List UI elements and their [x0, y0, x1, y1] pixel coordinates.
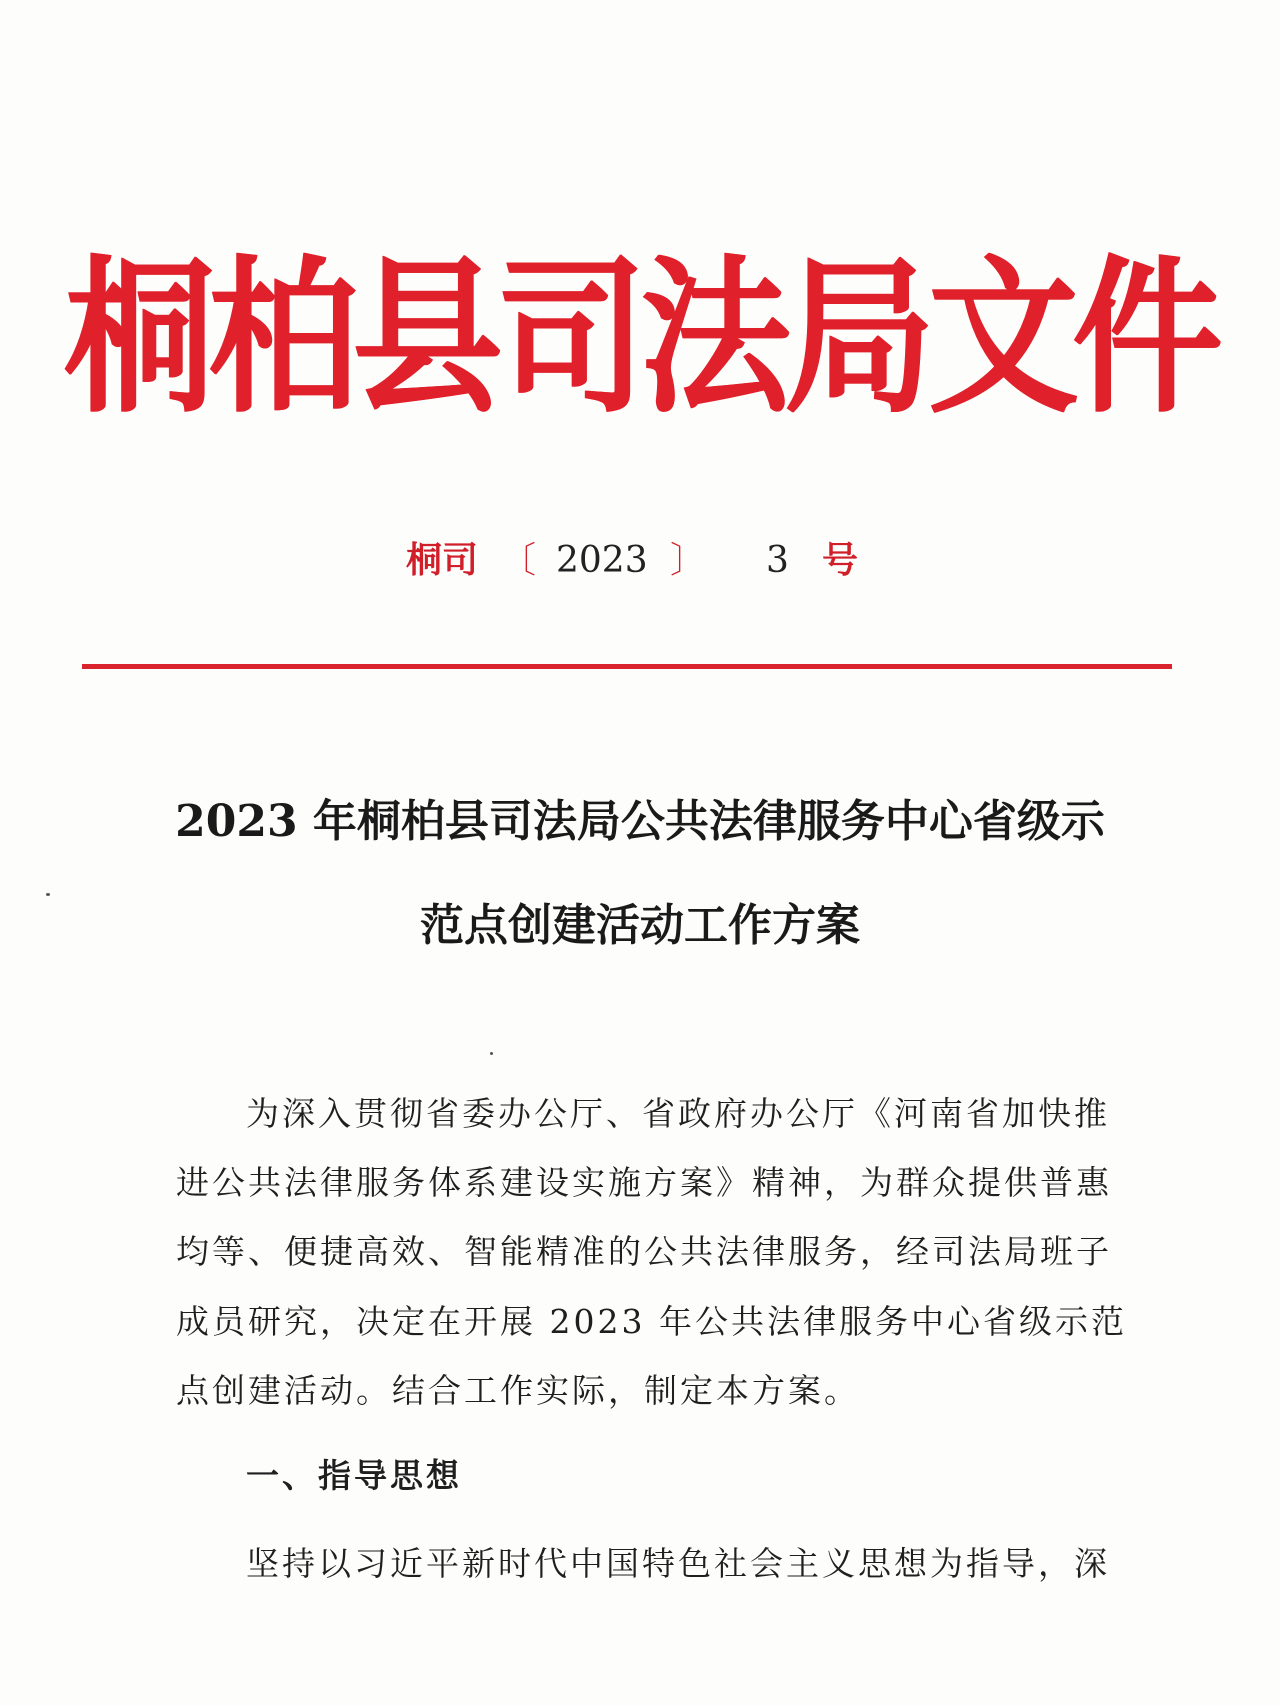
body-line-3: 均等、便捷高效、智能精准的公共法律服务，经司法局班子 — [176, 1232, 1112, 1271]
doc-number-suffix: 号 — [822, 540, 859, 581]
body-line-5: 点创建活动。结合工作实际，制定本方案。 — [176, 1371, 860, 1410]
doc-number-open-bracket: 〔 — [500, 540, 537, 581]
section-heading-guiding-ideology: 一、指导思想 — [246, 1456, 462, 1495]
doc-number-value: 3 — [766, 540, 789, 581]
scan-speck — [46, 893, 50, 896]
scan-speck — [490, 1052, 493, 1055]
doc-number-prefix: 桐司 — [406, 540, 479, 581]
body-line-2: 进公共法律服务体系建设实施方案》精神，为群众提供普惠 — [176, 1163, 1112, 1202]
document-title-line-1: 2023 年桐柏县司法局公共法律服务中心省级示 — [175, 796, 1105, 847]
document-title-line-2: 范点创建活动工作方案 — [420, 900, 860, 951]
doc-number-year: 2023 — [556, 540, 648, 581]
masthead-title: 桐柏县司法局文件 — [63, 241, 1216, 437]
section-1-text-line: 坚持以习近平新时代中国特色社会主义思想为指导，深 — [246, 1544, 1110, 1583]
red-separator-rule — [82, 664, 1172, 669]
body-line-1: 为深入贯彻省委办公厅、省政府办公厅《河南省加快推 — [246, 1094, 1110, 1133]
doc-number-close-bracket: 〕 — [670, 540, 707, 581]
document-number — [0, 536, 1280, 586]
body-line-4: 成员研究，决定在开展 2023 年公共法律服务中心省级示范 — [176, 1302, 1127, 1341]
